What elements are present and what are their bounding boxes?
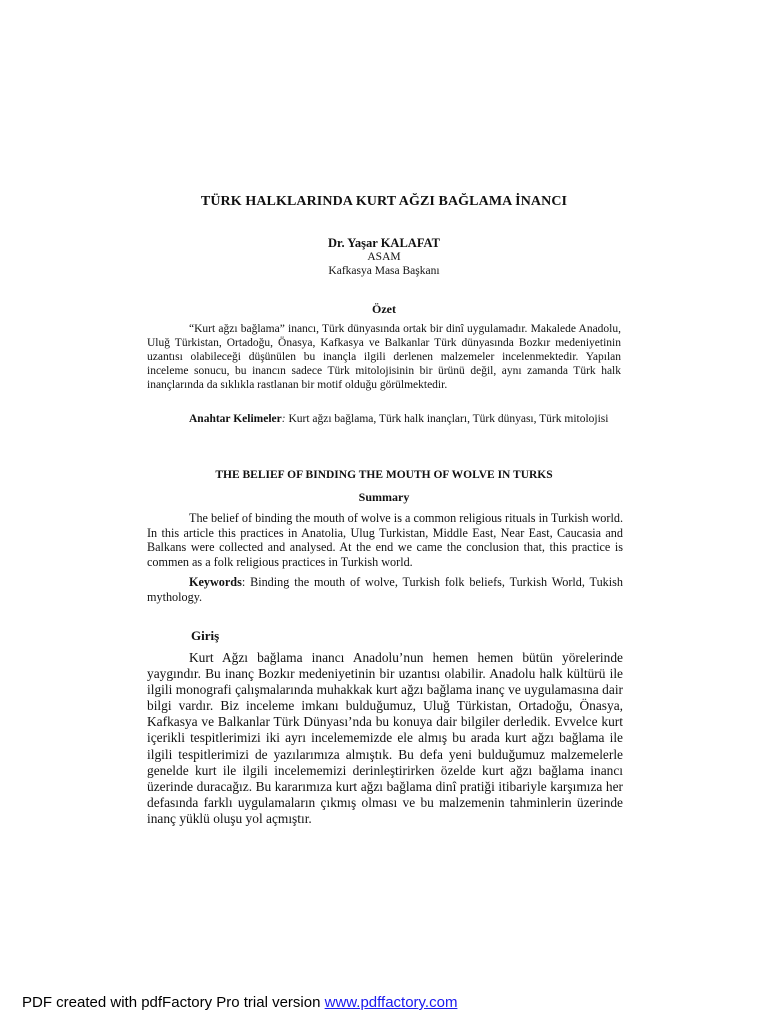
ozet-keywords-text: Kurt ağzı bağlama, Türk halk inançları, Türk dünyası, Türk mitolojisi — [285, 413, 609, 425]
pdffactory-link[interactable]: www.pdffactory.com — [324, 994, 458, 1011]
giris-heading: Giriş — [191, 628, 220, 643]
footer-text: PDF created with pdfFactory Pro trial version — [22, 994, 325, 1011]
ozet-keywords-label: Anahtar Kelimeler — [189, 413, 282, 425]
english-keywords — [147, 575, 623, 604]
author-block — [0, 236, 768, 278]
english-keywords-label: Keywords — [189, 575, 242, 589]
ozet-paragraph: “Kurt ağzı bağlama” inancı, Türk dünyasında ortak bir dinî uygulamadır. Makalede Anadolu, Uluğ Türkistan, Ortadoğu, Önasya, Kafkasya ve Balkanlar Türk dünyasında Bozkır medeniyetinin uzantısı olabileceği düşünülen bu inançla ilgili derlenen malzemeler incelenmektedir. Yapılan inceleme sonucu, bu inancın sadece Türk mitolojisinin bir ürünü değil, aynı zamanda Türk halk inançlarında da sıklıkla rastlanan bir motif olduğu görülmektedir. — [147, 323, 621, 391]
author-org: ASAM — [367, 251, 401, 263]
summary-heading: Summary — [358, 490, 410, 504]
author-position: Kafkasya Masa Başkanı — [328, 265, 440, 277]
english-keywords-text: : Binding the mouth of wolve, Turkish folk beliefs, Turkish World, Tukish mythology. — [147, 575, 623, 604]
ozet-heading: Özet — [372, 302, 396, 316]
summary-paragraph: The belief of binding the mouth of wolve is a common religious rituals in Turkish world. In this article this practices in Anatolia, Ulug Turkistan, Middle East, Near East, Caucasia and Balkans were collected and analysed. At the end we came the conclusion that, this practice is commen as a folk religious practices in Turkish world. — [147, 511, 623, 569]
page-title: TÜRK HALKLARINDA KURT AĞZI BAĞLAMA İNANCI — [200, 194, 568, 209]
ozet-keywords — [147, 412, 621, 426]
ozet-keywords-sep: : — [281, 413, 286, 425]
pdf-footer — [22, 994, 457, 1011]
giris-paragraph: Kurt Ağzı bağlama inancı Anadolu’nun hemen hemen bütün yörelerinde yaygındır. Bu inanç Bozkır medeniyetinin bir uzantısı olabilir. Anadolu halk kültürü ile ilgili monografi çalışmalarında muhakkak kurt ağzı bağlama inanç ve uygulamasına dair bilgi vardır. Biz inceleme imkanı bulduğumuz, Uluğ Türkistan, Ortadoğu, Önasya, Kafkasya ve Balkanlar Türk Dünyası’nda bu konuya dair bilgiler derledik. Evvelce kurt içerikli tespitlerimizi iki ayrı incelememizde ele almış bu arada kurt ağzı bağlama ile ilgili tespitlerimizi de yazılarımıza almıştık. Bu defa yeni bulduğumuz malzemelerle genelde kurt ile ilgili incelememizi derinleştirirken özelde kurt ağzı bağlama inancı üzerinde duracağız. Bu kararımıza kurt ağzı bağlama dinî pratiği itibariyle karşımıza her defasında farklı uygulamaların çıkmış olması ve bu malzemenin tahminlerin üzerinde inanç yüklü oluşu yol açmıştır. — [147, 650, 623, 826]
english-title: THE BELIEF OF BINDING THE MOUTH OF WOLVE IN TURKS — [215, 469, 553, 481]
author-name: Dr. Yaşar KALAFAT — [328, 236, 440, 250]
